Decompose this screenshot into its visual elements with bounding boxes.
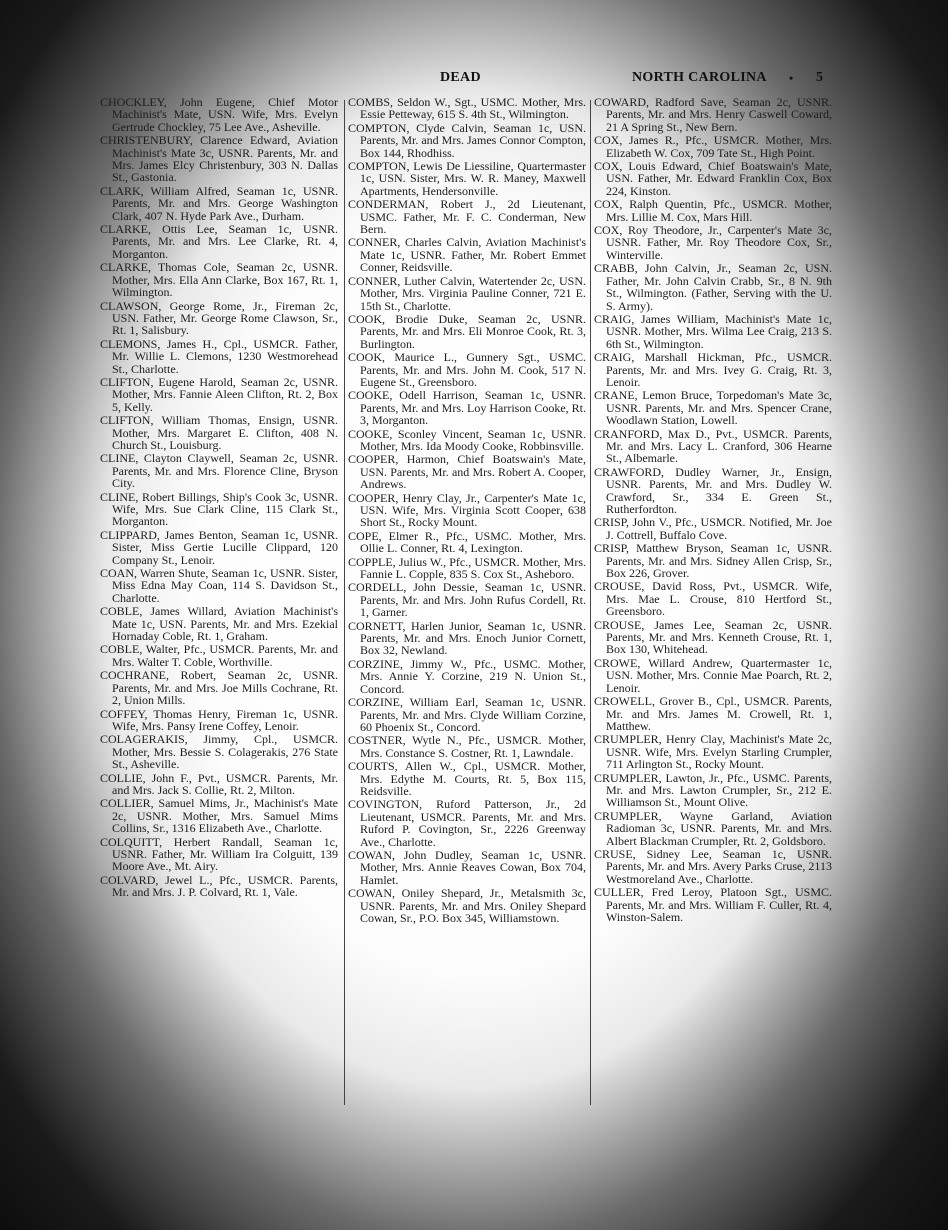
casualty-entry: CRUMPLER, Henry Clay, Machinist's Mate 2c, USNR. Wife, Mrs. Evelyn Starling Crumpler, 711 Arlington St., Rocky Mount. (594, 732, 832, 772)
casualty-entry: CLARKE, Ottis Lee, Seaman 1c, USNR. Parents, Mr. and Mrs. Lee Clarke, Rt. 4, Morganton. (100, 222, 338, 261)
casualty-entry: COLAGERAKIS, Jimmy, Cpl., USMCR. Mother, Mrs. Bessie S. Colagerakis, 276 State St., Asheville. (100, 732, 338, 772)
column-right (594, 96, 832, 924)
casualty-entry: CORNETT, Harlen Junior, Seaman 1c, USNR. Parents, Mr. and Mrs. Enoch Junior Cornett, Box 32, Newland. (348, 618, 586, 658)
column-left (100, 96, 338, 900)
casualty-entry: COSTNER, Wytle N., Pfc., USMCR. Mother, Mrs. Constance S. Costner, Rt. 1, Lawndale. (348, 733, 586, 760)
casualty-entry: CHOCKLEY, John Eugene, Chief Motor Machinist's Mate, USN. Wife, Mrs. Evelyn Gertrude Chockley, 75 Lee Ave., Asheville. (100, 95, 338, 134)
column-divider (344, 100, 345, 1105)
casualty-entry: CLINE, Robert Billings, Ship's Cook 3c, USNR. Wife, Mrs. Sue Clark Cline, 115 Clark St., Morganton. (100, 489, 338, 529)
casualty-entry: CRUMPLER, Lawton, Jr., Pfc., USMC. Parents, Mr. and Mrs. Lawton Crumpler, Sr., 212 E. Williamson St., Mount Olive. (594, 770, 832, 810)
casualty-entry: CROUSE, James Lee, Seaman 2c, USNR. Parents, Mr. and Mrs. Kenneth Crouse, Rt. 1, Box 130, Whitehead. (594, 617, 832, 657)
casualty-entry: CRISP, Matthew Bryson, Seaman 1c, USNR. Parents, Mr. and Mrs. Sidney Allen Crisp, Sr., Box 226, Grover. (594, 541, 832, 581)
casualty-entry: COAN, Warren Shute, Seaman 1c, USNR. Sister, Miss Edna May Coan, 114 S. Davidson St., Charlotte. (100, 566, 338, 605)
state-name: NORTH CAROLINA (632, 70, 767, 85)
casualty-entry: CULLER, Fred Leroy, Platoon Sgt., USMC. Parents, Mr. and Mrs. William F. Culler, Rt. 4, Winston-Salem. (594, 885, 832, 924)
casualty-entry: COOPER, Harmon, Chief Boatswain's Mate, USN. Parents, Mr. and Mrs. Robert A. Cooper, Andrews. (348, 452, 586, 492)
casualty-entry: CORZINE, William Earl, Seaman 1c, USNR. Parents, Mr. and Mrs. Clyde William Corzine, 60 Phoenix St., Concord. (348, 695, 586, 734)
casualty-entry: COWAN, John Dudley, Seaman 1c, USNR. Mother, Mrs. Annie Reaves Cowan, Box 704, Hamlet. (348, 847, 586, 887)
casualty-entry: CONDERMAN, Robert J., 2d Lieutenant, USMC. Father, Mr. F. C. Conderman, New Bern. (348, 197, 586, 237)
casualty-entry: CLIPPARD, James Benton, Seaman 1c, USNR. Sister, Miss Gertie Lucille Clippard, 120 Company St., Lenoir. (100, 527, 338, 567)
casualty-entry: COVINGTON, Ruford Patterson, Jr., 2d Lieutenant, USMCR. Parents, Mr. and Mrs. Ruford P. Covington, Sr., 2226 Greenway Ave., Charlotte. (348, 797, 586, 849)
casualty-entry: COOK, Maurice L., Gunnery Sgt., USMC. Parents, Mr. and Mrs. John M. Cook, 517 N. Eugene St., Greensboro. (348, 350, 586, 389)
casualty-entry: COLVARD, Jewel L., Pfc., USMCR. Parents, Mr. and Mrs. J. P. Colvard, Rt. 1, Vale. (100, 872, 338, 900)
casualty-entry: CRISP, John V., Pfc., USMCR. Notified, Mr. Joe J. Cottrell, Buffalo Cove. (594, 515, 832, 542)
page-header (0, 70, 948, 90)
casualty-entry: CRANFORD, Max D., Pvt., USMCR. Parents, Mr. and Mrs. Lacy L. Cranford, 306 Hearne St., Albemarle. (594, 426, 832, 466)
casualty-entry: CRUMPLER, Wayne Garland, Aviation Radioman 3c, USNR. Parents, Mr. and Mrs. Albert Blackman Crumpler, Rt. 2, Goldsboro. (594, 808, 832, 848)
casualty-entry: CONNER, Charles Calvin, Aviation Machinist's Mate 1c, USNR. Father, Mr. Robert Emmet Conner, Reidsville. (348, 235, 586, 275)
casualty-entry: COMBS, Seldon W., Sgt., USMC. Mother, Mrs. Essie Petteway, 615 S. 4th St., Wilmington. (348, 95, 586, 122)
casualty-entry: CLIFTON, William Thomas, Ensign, USNR. Mother, Mrs. Margaret E. Clifton, 408 N. Church St., Louisburg. (100, 413, 338, 452)
casualty-entry: CORDELL, John Dessie, Seaman 1c, USNR. Parents, Mr. and Mrs. John Rufus Cordell, Rt. 1, Garner. (348, 580, 586, 620)
casualty-entry: COOKE, Odell Harrison, Seaman 1c, USNR. Parents, Mr. and Mrs. Loy Harrison Cooke, Rt. 3, Morganton. (348, 388, 586, 428)
casualty-entry: COPE, Elmer R., Pfc., USMC. Mother, Mrs. Ollie L. Conner, Rt. 4, Lexington. (348, 528, 586, 556)
casualty-entry: COPPLE, Julius W., Pfc., USMCR. Mother, Mrs. Fannie L. Copple, 835 S. Cox St., Asheboro. (348, 554, 586, 582)
column-middle (348, 96, 586, 925)
casualty-entry: COX, Ralph Quentin, Pfc., USMCR. Mother, Mrs. Lillie M. Cox, Mars Hill. (594, 197, 832, 224)
section-title: DEAD (440, 70, 481, 85)
casualty-entry: CLINE, Clayton Claywell, Seaman 2c, USNR. Parents, Mr. and Mrs. Florence Cline, Bryson City. (100, 451, 338, 491)
casualty-entry: COX, James R., Pfc., USMCR. Mother, Mrs. Elizabeth W. Cox, 709 Tate St., High Point. (594, 133, 832, 160)
casualty-entry: CROWELL, Grover B., Cpl., USMCR. Parents, Mr. and Mrs. James M. Crowell, Rt. 1, Matthew. (594, 694, 832, 733)
casualty-entry: CRAIG, Marshall Hickman, Pfc., USMCR. Parents, Mr. and Mrs. Ivey G. Craig, Rt. 3, Lenoir. (594, 350, 832, 389)
casualty-entry: COOPER, Henry Clay, Jr., Carpenter's Mate 1c, USN. Wife, Mrs. Virginia Scott Cooper, 638 Short St., Rocky Mount. (348, 490, 586, 530)
casualty-entry: CROWE, Willard Andrew, Quartermaster 1c, USN. Mother, Mrs. Connie Mae Poarch, Rt. 2, Lenoir. (594, 655, 832, 695)
casualty-entry: COLLIE, John F., Pvt., USMCR. Parents, Mr. and Mrs. Jack S. Collie, Rt. 2, Milton. (100, 770, 338, 797)
casualty-entry: COX, Louis Edward, Chief Boatswain's Mate, USN. Father, Mr. Edward Franklin Cox, Box 224, Kinston. (594, 159, 832, 198)
casualty-entry: CROUSE, David Ross, Pvt., USMCR. Wife, Mrs. Mae L. Crouse, 810 Hertford St., Greensboro. (594, 579, 832, 619)
casualty-entry: COFFEY, Thomas Henry, Fireman 1c, USNR. Wife, Mrs. Pansy Irene Coffey, Lenoir. (100, 706, 338, 733)
casualty-entry: COLQUITT, Herbert Randall, Seaman 1c, USNR. Father, Mr. William Ira Colguitt, 139 Moore Ave., Mt. Airy. (100, 834, 338, 874)
page-number: 5 (816, 70, 824, 85)
casualty-entry: COMPTON, Lewis De Liessiline, Quartermaster 1c, USN. Sister, Mrs. W. R. Maney, Maxwell Apartments, Hendersonville. (348, 159, 586, 198)
casualty-entry: CHRISTENBURY, Clarence Edward, Aviation Machinist's Mate 3c, USNR. Parents, Mr. and Mrs. James Elcy Christenbury, 303 N. Dallas St., Gastonia. (100, 133, 338, 185)
casualty-entry: CLIFTON, Eugene Harold, Seaman 2c, USNR. Mother, Mrs. Fannie Aleen Clifton, Rt. 2, Box 5, Kelly. (100, 374, 338, 414)
casualty-entry: COWARD, Radford Save, Seaman 2c, USNR. Parents, Mr. and Mrs. Henry Caswell Coward, 21 A Spring St., New Bern. (594, 95, 832, 134)
casualty-entry: CRANE, Lemon Bruce, Torpedoman's Mate 3c, USNR. Parents, Mr. and Mrs. Spencer Crane, Woodlawn Station, Lowell. (594, 388, 832, 428)
casualty-entry: CORZINE, Jimmy W., Pfc., USMC. Mother, Mrs. Annie Y. Corzine, 219 N. Union St., Concord. (348, 656, 586, 696)
casualty-entry: CRAWFORD, Dudley Warner, Jr., Ensign, USNR. Parents, Mr. and Mrs. Dudley W. Crawford, Sr., 334 E. Green St., Rutherfordton. (594, 464, 832, 516)
casualty-entry: COLLIER, Samuel Mims, Jr., Machinist's Mate 2c, USNR. Mother, Mrs. Samuel Mims Collins, Sr., 1316 Elizabeth Ave., Charlotte. (100, 796, 338, 836)
column-divider (590, 100, 591, 1105)
casualty-entry: COURTS, Allen W., Cpl., USMCR. Mother, Mrs. Edythe M. Courts, Rt. 5, Box 115, Reidsville. (348, 759, 586, 798)
casualty-entry: CRUSE, Sidney Lee, Seaman 1c, USNR. Parents, Mr. and Mrs. Avery Parks Cruse, 2113 Westmoreland Ave., Charlotte. (594, 846, 832, 886)
casualty-entry: CLAWSON, George Rome, Jr., Fireman 2c, USN. Father, Mr. George Rome Clawson, Sr., Rt. 1, Salisbury. (100, 298, 338, 338)
casualty-entry: COWAN, Oniley Shepard, Jr., Metalsmith 3c, USNR. Parents, Mr. and Mrs. Oniley Shepard Cowan, Sr., P.O. Box 345, Williamstown. (348, 886, 586, 925)
casualty-entry: COX, Roy Theodore, Jr., Carpenter's Mate 3c, USNR. Father, Mr. Roy Theodore Cox, Sr., Winterville. (594, 223, 832, 262)
casualty-entry: COMPTON, Clyde Calvin, Seaman 1c, USN. Parents, Mr. and Mrs. James Connor Compton, Box 144, Rhodhiss. (348, 120, 586, 160)
casualty-entry: COCHRANE, Robert, Seaman 2c, USNR. Parents, Mr. and Mrs. Joe Mills Cochrane, Rt. 2, Union Mills. (100, 668, 338, 708)
casualty-entry: CLEMONS, James H., Cpl., USMCR. Father, Mr. Willie L. Clemons, 1230 Westmorehead St., Charlotte. (100, 336, 338, 376)
casualty-entry: COBLE, James Willard, Aviation Machinist's Mate 1c, USN. Parents, Mr. and Mrs. Ezekial Hornaday Coble, Rt. 1, Graham. (100, 604, 338, 644)
casualty-entry: CONNER, Luther Calvin, Watertender 2c, USN. Mother, Mrs. Virginia Pauline Conner, 721 E. 15th St., Charlotte. (348, 273, 586, 313)
casualty-entry: COOK, Brodie Duke, Seaman 2c, USNR. Parents, Mr. and Mrs. Eli Monroe Cook, Rt. 3, Burlington. (348, 311, 586, 351)
casualty-entry: CRABB, John Calvin, Jr., Seaman 2c, USN. Father, Mr. John Calvin Crabb, Sr., 8 N. 9th St., Wilmington. (Father, Serving with the U. S. Army). (594, 261, 832, 313)
casualty-entry: CLARKE, Thomas Cole, Seaman 2c, USNR. Mother, Mrs. Ella Ann Clarke, Box 167, Rt. 1, Wilmington. (100, 260, 338, 300)
casualty-entry: CRAIG, James William, Machinist's Mate 1c, USNR. Mother, Mrs. Wilma Lee Craig, 213 S. 6th St., Wilmington. (594, 311, 832, 351)
casualty-entry: CLARK, William Alfred, Seaman 1c, USNR. Parents, Mr. and Mrs. George Washington Clark, 407 N. Hyde Park Ave., Durham. (100, 183, 338, 223)
casualty-entry: COBLE, Walter, Pfc., USMCR. Parents, Mr. and Mrs. Walter T. Coble, Worthville. (100, 642, 338, 669)
casualty-entry: COOKE, Sconley Vincent, Seaman 1c, USNR. Mother, Mrs. Ida Moody Cooke, Robbinsville. (348, 426, 586, 453)
bullet-separator: • (789, 71, 794, 85)
